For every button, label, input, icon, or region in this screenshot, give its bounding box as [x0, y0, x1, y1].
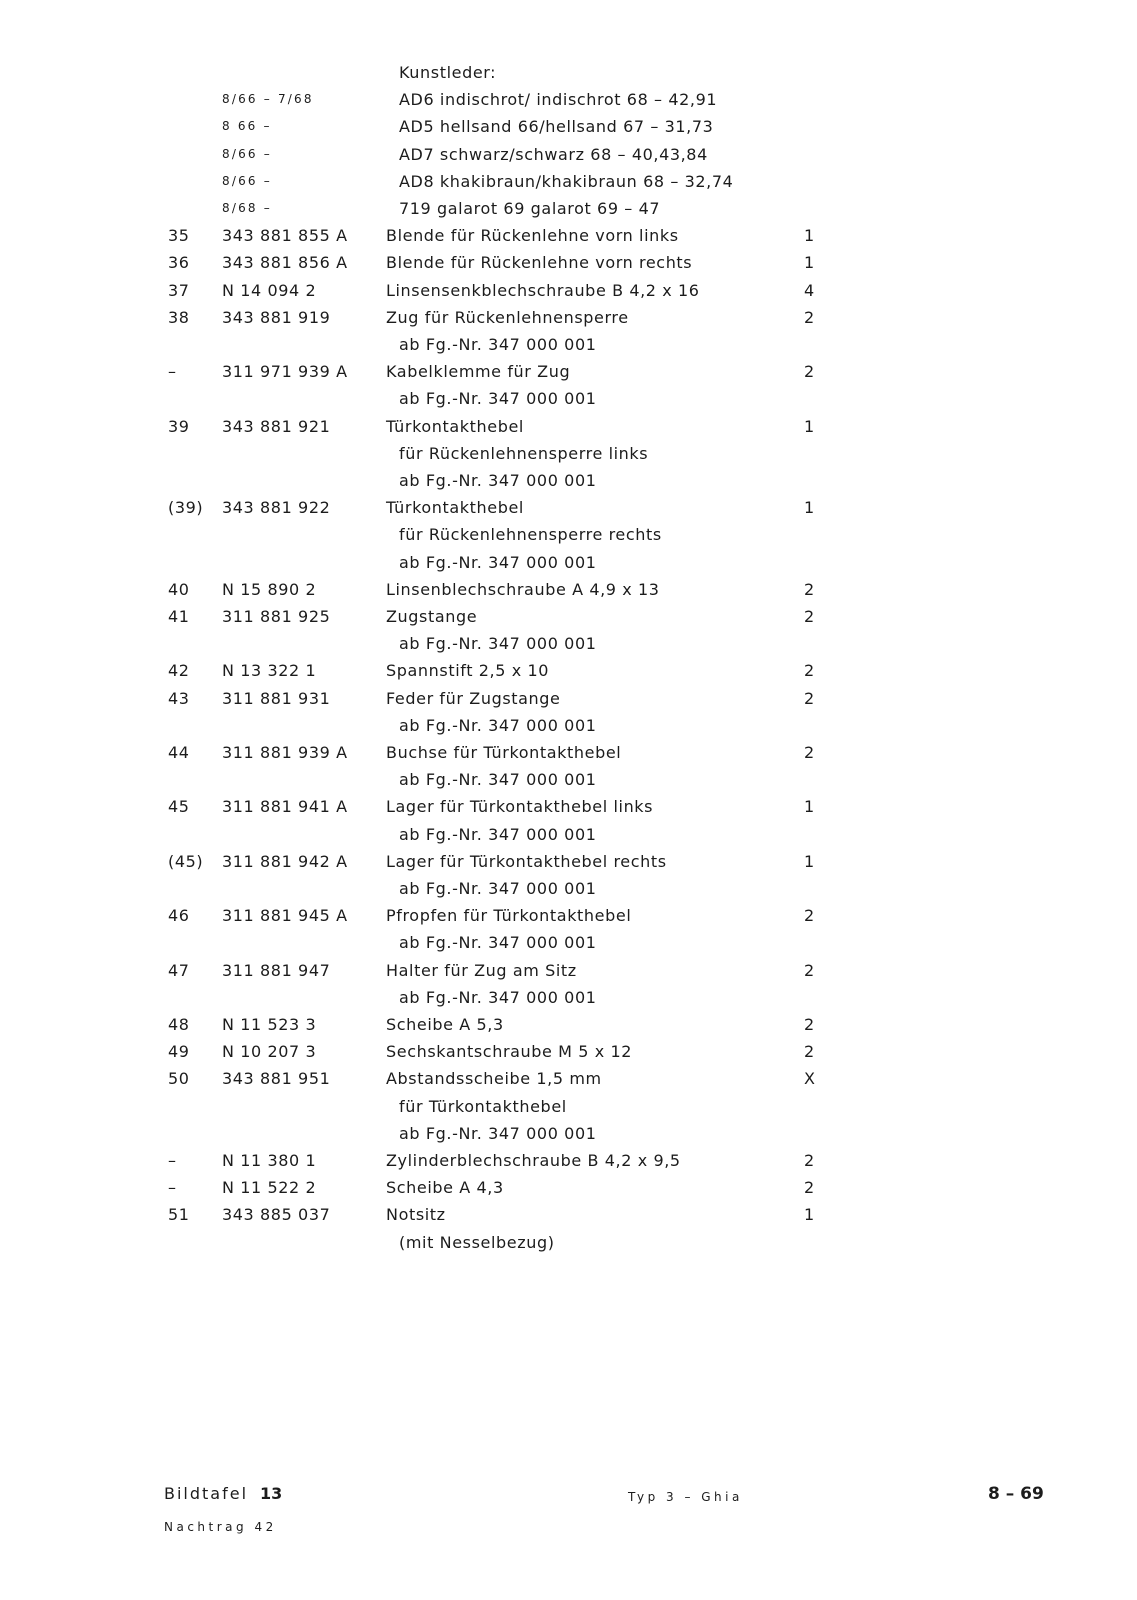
quantity: 2: [804, 688, 815, 708]
plate-label: [164, 1484, 282, 1503]
part-note: ab Fg.-Nr. 347 000 001: [399, 824, 597, 844]
table-row: [0, 277, 1137, 304]
material-entry-row: [0, 141, 1137, 168]
part-description: Zug für Rückenlehnensperre: [386, 307, 629, 327]
position-number: 45: [168, 797, 190, 817]
table-row-note: [0, 1120, 1137, 1147]
part-note: ab Fg.-Nr. 347 000 001: [399, 1123, 597, 1143]
quantity: X: [804, 1069, 816, 1089]
position-number: 43: [168, 688, 190, 708]
part-note: ab Fg.-Nr. 347 000 001: [399, 933, 597, 953]
position-number: 47: [168, 960, 190, 980]
part-number: 311 881 941 A: [222, 797, 348, 817]
table-row: [0, 657, 1137, 684]
position-number: 41: [168, 607, 190, 626]
table-row: [0, 957, 1137, 984]
table-row: [0, 739, 1137, 766]
part-number: 343 881 922: [222, 498, 331, 518]
validity-date: 8 66 –: [222, 119, 272, 134]
part-number: 311 881 939 A: [222, 743, 348, 762]
material-color-text: AD6 indischrot/ indischrot 68 – 42,91: [399, 90, 718, 110]
part-number: 343 881 855 A: [222, 226, 348, 246]
part-number: 311 881 947: [222, 960, 331, 980]
table-row-note: [0, 1229, 1137, 1256]
quantity: 2: [804, 362, 815, 382]
material-entry-row: [0, 113, 1137, 140]
table-row: [0, 793, 1137, 820]
table-row: [0, 848, 1137, 875]
part-description: Kabelklemme für Zug: [386, 362, 571, 382]
part-number: 311 881 945 A: [222, 906, 348, 926]
quantity: 2: [804, 906, 815, 926]
part-description: Lager für Türkontakthebel links: [386, 797, 654, 817]
position-number: 40: [168, 579, 190, 599]
part-description: Pfropfen für Türkontakthebel: [386, 906, 632, 926]
page-number: [988, 1484, 1044, 1504]
table-row: [0, 902, 1137, 929]
position-number: –: [168, 362, 177, 382]
part-description: Linsensenkblechschraube B 4,2 x 16: [386, 280, 700, 300]
validity-date: 8/66 –: [222, 146, 272, 161]
table-row: [0, 603, 1137, 630]
part-note: ab Fg.-Nr. 347 000 001: [399, 389, 597, 409]
table-row: [0, 685, 1137, 712]
quantity: 1: [804, 797, 815, 817]
table-row-note: [0, 521, 1137, 548]
table-row: [0, 249, 1137, 276]
part-note: ab Fg.-Nr. 347 000 001: [399, 879, 597, 898]
part-number: 343 881 856 A: [222, 253, 348, 273]
quantity: 2: [804, 960, 815, 980]
part-description: Halter für Zug am Sitz: [386, 960, 577, 980]
table-row-note: [0, 821, 1137, 848]
page-number-text: 8 – 69: [988, 1484, 1044, 1504]
part-description: Zugstange: [386, 607, 478, 626]
position-number: 50: [168, 1069, 190, 1089]
part-description: Scheibe A 4,3: [386, 1178, 504, 1198]
part-description: Türkontakthebel: [386, 416, 524, 436]
position-number: 44: [168, 743, 190, 762]
position-number: 51: [168, 1205, 190, 1225]
part-number: 343 881 921: [222, 416, 331, 436]
quantity: 1: [804, 1205, 815, 1225]
quantity: 2: [804, 661, 815, 681]
table-row: [0, 222, 1137, 249]
position-number: –: [168, 1151, 177, 1170]
quantity: 2: [804, 1042, 815, 1062]
part-number: 311 881 942 A: [222, 851, 348, 871]
part-number: 311 881 931: [222, 688, 331, 708]
part-number: 343 881 951: [222, 1069, 331, 1089]
part-description: Abstandsscheibe 1,5 mm: [386, 1069, 602, 1089]
position-number: 35: [168, 226, 190, 246]
part-number: 343 885 037: [222, 1205, 331, 1225]
quantity: 1: [804, 851, 815, 871]
part-note: ab Fg.-Nr. 347 000 001: [399, 770, 597, 790]
table-row-note: [0, 875, 1137, 902]
part-description: Türkontakthebel: [386, 498, 524, 518]
part-description: Buchse für Türkontakthebel: [386, 743, 622, 762]
table-row-note: [0, 630, 1137, 657]
part-description: Linsenblechschraube A 4,9 x 13: [386, 579, 660, 599]
validity-date: 8/68 –: [222, 201, 272, 215]
quantity: 1: [804, 253, 815, 273]
quantity: 2: [804, 607, 815, 626]
table-row: [0, 1201, 1137, 1228]
table-row-note: [0, 549, 1137, 576]
position-number: 48: [168, 1015, 190, 1034]
quantity: 2: [804, 579, 815, 599]
table-row-note: [0, 766, 1137, 793]
part-description: Sechskantschraube M 5 x 12: [386, 1042, 633, 1062]
validity-date: 8/66 –: [222, 173, 272, 188]
quantity: 4: [804, 280, 815, 300]
table-row: [0, 358, 1137, 385]
part-description: Spannstift 2,5 x 10: [386, 661, 550, 681]
material-entry-row: [0, 168, 1137, 195]
model-label: Typ 3 – Ghia: [628, 1490, 743, 1504]
part-note: (mit Nesselbezug): [399, 1232, 555, 1252]
part-number: N 10 207 3: [222, 1042, 317, 1062]
material-entry-row: [0, 195, 1137, 222]
table-row: [0, 494, 1137, 521]
material-color-text: AD8 khakibraun/khakibraun 68 – 32,74: [399, 171, 734, 191]
plate-number: 13: [260, 1484, 283, 1503]
part-number: N 13 322 1: [222, 661, 317, 681]
part-number: N 15 890 2: [222, 579, 317, 599]
position-number: 39: [168, 416, 190, 436]
material-heading: Kunstleder:: [399, 63, 497, 82]
table-row: [0, 1011, 1137, 1038]
part-note: für Rückenlehnensperre rechts: [399, 525, 662, 545]
material-color-text: AD7 schwarz/schwarz 68 – 40,43,84: [399, 144, 708, 164]
part-note: ab Fg.-Nr. 347 000 001: [399, 471, 597, 490]
position-number: 42: [168, 661, 190, 681]
quantity: 2: [804, 743, 815, 762]
part-note: für Türkontakthebel: [399, 1096, 567, 1116]
table-row: [0, 1038, 1137, 1065]
part-note: für Rückenlehnensperre links: [399, 443, 649, 463]
material-color-text: AD5 hellsand 66/hellsand 67 – 31,73: [399, 117, 714, 137]
table-row: [0, 1174, 1137, 1201]
quantity: 2: [804, 307, 815, 327]
table-row-note: [0, 385, 1137, 412]
part-description: Notsitz: [386, 1205, 446, 1225]
table-row: [0, 576, 1137, 603]
quantity: 2: [804, 1178, 815, 1198]
table-row-note: [0, 331, 1137, 358]
quantity: 1: [804, 416, 815, 436]
table-row-note: [0, 1093, 1137, 1120]
material-heading-row: [0, 59, 1137, 86]
part-note: ab Fg.-Nr. 347 000 001: [399, 987, 597, 1007]
table-row: [0, 413, 1137, 440]
part-note: ab Fg.-Nr. 347 000 001: [399, 552, 597, 572]
part-note: ab Fg.-Nr. 347 000 001: [399, 715, 597, 735]
position-number: 49: [168, 1042, 190, 1062]
part-description: Blende für Rückenlehne vorn rechts: [386, 253, 693, 273]
quantity: 2: [804, 1151, 815, 1170]
position-number: (39): [168, 498, 204, 518]
position-number: 37: [168, 280, 190, 300]
position-number: 38: [168, 307, 190, 327]
position-number: –: [168, 1178, 177, 1198]
quantity: 2: [804, 1015, 815, 1034]
plate-label-text: Bildtafel: [164, 1484, 249, 1503]
table-row: [0, 304, 1137, 331]
part-number: N 11 380 1: [222, 1151, 317, 1170]
table-row-note: [0, 929, 1137, 956]
table-row-note: [0, 440, 1137, 467]
part-description: Blende für Rückenlehne vorn links: [386, 226, 679, 246]
part-description: Scheibe A 5,3: [386, 1015, 504, 1034]
part-number: 343 881 919: [222, 307, 331, 327]
part-description: Lager für Türkontakthebel rechts: [386, 851, 667, 871]
part-note: ab Fg.-Nr. 347 000 001: [399, 634, 597, 654]
part-description: Feder für Zugstange: [386, 688, 561, 708]
part-description: Zylinderblechschraube B 4,2 x 9,5: [386, 1151, 681, 1170]
part-number: 311 881 925: [222, 607, 331, 626]
position-number: (45): [168, 851, 204, 871]
supplement-label: Nachtrag 42: [164, 1520, 277, 1534]
part-number: N 11 522 2: [222, 1178, 317, 1198]
position-number: 36: [168, 253, 190, 273]
part-number: 311 971 939 A: [222, 362, 348, 382]
validity-date: 8/66 – 7/68: [222, 92, 314, 107]
position-number: 46: [168, 906, 190, 926]
table-row-note: [0, 984, 1137, 1011]
part-number: N 11 523 3: [222, 1015, 317, 1034]
table-row-note: [0, 467, 1137, 494]
material-entry-row: [0, 86, 1137, 113]
quantity: 1: [804, 498, 815, 518]
part-number: N 14 094 2: [222, 280, 317, 300]
part-note: ab Fg.-Nr. 347 000 001: [399, 335, 597, 354]
table-row: [0, 1065, 1137, 1092]
quantity: 1: [804, 226, 815, 246]
table-row: [0, 1147, 1137, 1174]
table-row-note: [0, 712, 1137, 739]
material-color-text: 719 galarot 69 galarot 69 – 47: [399, 199, 661, 218]
